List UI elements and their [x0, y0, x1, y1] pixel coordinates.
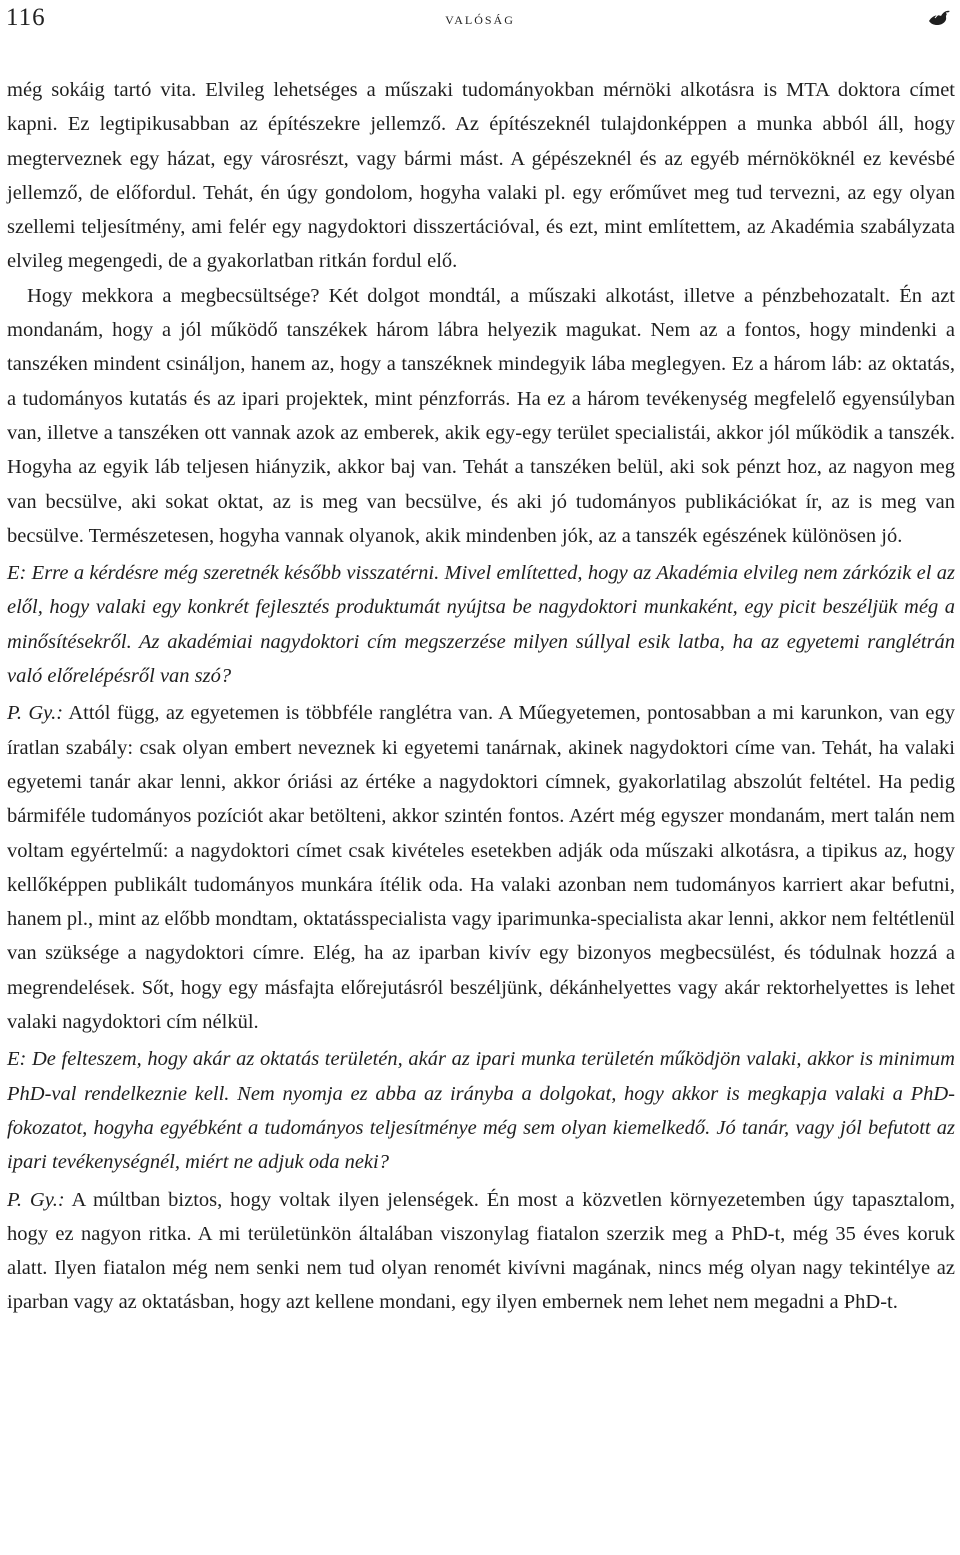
answer-text: Attól függ, az egyetemen is többféle ranglétra van. A Műegyetemen, pontosabban a mi karunkon, van egy íratlan szabály: csak olyan embert neveznek ki egyetemi tanárnak, akinek nagydoktori címe van. Tehát, ha valaki egyetemi tanár akar lenni, akkor óriási az értéke a nagydoktori címnek, gyakorlatilag abszolút feltétel. Ha pedig bármiféle tudományos pozíciót akar betölteni, akkor szintén fontos. Azért még egyszer mondanám, mert talán nem voltam egyértelmű: a nagydoktori címet csak kivételes esetekben adják oda műszaki alkotásra, a tipikus az, hogy kellőképpen publikált tudományos munkára ítélik oda. Ha valaki azonban nem tudományos karriert akar befutni, hanem pl., mint az előbb mondtam, oktatásspecialista vagy iparimunka-specialista akar lenni, akkor nem feltétlenül van szüksége a nagydoktori címre. Elég, ha az iparban kivív egy bizonyos megbecsülést, és tódulnak hozzá a megrendelések. Sőt, hogy egy másfajta előrejutásról beszéljünk, dékánhelyettes vagy akár rektorhelyettes is lehet valaki nagydoktori cím nélkül.	[7, 702, 955, 1034]
paragraph-question: E: Erre a kérdésre még szeretnék később visszatérni. Mivel említetted, hogy az Akadémia elvileg nem zárkózik el az elől, hogy valaki egy konkrét fejlesztés produktumát nyújtsa be nagydoktori munkaként, egy picit beszéljük még a minősítésekről. Az akadémiai nagydoktori cím megszerzése milyen súllyal esik latba, ha az egyetemi ranglétrán való előrelépésről van szó?	[7, 562, 955, 688]
page-number: 116	[6, 4, 46, 31]
speaker-label: P. Gy.:	[7, 702, 64, 725]
running-header	[0, 0, 960, 40]
bird-ornament-icon	[926, 4, 952, 30]
paragraph-answer	[7, 696, 955, 1039]
paragraph-answer-continued: még sokáig tartó vita. Elvileg lehetséges a műszaki tudományokban mérnöki alkotásra is MTA doktora címet kapni. Ez legtipikusabban az építészekre jellemző. Az építészeknél tulajdonképpen a munka abból áll, hogy megterveznek egy házat, egy városrészt, vagy bármi mást. A gépészeknél és az egyéb mérnököknél ez kevésbé jellemző, de előfordul. Tehát, én úgy gondolom, hogyha valaki pl. egy erőművet meg tud tervezni, az egy olyan szellemi teljesítmény, ami felér egy nagydoktori disszertációval, és ezt, mint említettem, az Akadémia szabályzata elvileg megengedi, de a gyakorlatban ritkán fordul elő.	[7, 79, 955, 273]
answer-text: A múltban biztos, hogy voltak ilyen jelenségek. Én most a közvetlen környezetemben úgy tapasztalom, hogy ez nagyon ritka. A mi területünkön általában viszonylag fiatalon szerzik meg a PhD-t, még 35 éves koruk alatt. Ilyen fiatalon még nem senki nem tud olyan renomét kivívni magának, nincs még olyan nagy tekintélye az iparban vagy az oktatásban, hogy azt kellene mondani, egy ilyen embernek nem lehet nem megadni a PhD-t.	[7, 1188, 955, 1314]
article-body	[7, 73, 955, 1320]
running-title: valóság	[445, 9, 515, 28]
paragraph-question: E: De felteszem, hogy akár az oktatás területén, akár az ipari munka területén működjön valaki, akkor is minimum PhD-val rendelkeznie kell. Nem nyomja ez abba az irányba a dolgokat, hogy akkor is megkapja valaki a PhD-fokozatot, hogyha egyébként a tudományos teljesítménye még sem olyan kiemelkedő. Jó tanár, vagy jól befutott az ipari tevékenységnél, miért ne adjuk oda neki?	[7, 1048, 955, 1174]
paragraph-answer	[7, 1183, 955, 1320]
paragraph-answer: Hogy mekkora a megbecsültsége? Két dolgot mondtál, a műszaki alkotást, illetve a pénzbehozatalt. Én azt mondanám, hogy a jól működő tanszékek három lábra helyezik magukat. Nem az a fontos, hogy mindenki a tanszéken mindent csináljon, hanem az, hogy a tanszéknek mindegyik lába meglegyen. Ez a három láb: az oktatás, a tudományos kutatás és az ipari projektek, mint pénzforrás. Ha ez a három tevékenység megfelelő egyensúlyban van, illetve a tanszéken ott vannak azok az emberek, akik egy-egy terület specialistái, akkor jól működik a tanszék. Hogyha az egyik láb teljesen hiányzik, akkor baj van. Tehát a tanszéken belül, aki sok pénzt hoz, az nagyon meg van becsülve, aki sokat oktat, az is meg van becsülve, és aki jó tudományos publikációkat ír, az is meg van becsülve. Természetesen, hogyha vannak olyanok, akik mindenben jók, az a tanszék egészének különösen jó.	[7, 284, 955, 547]
speaker-label: P. Gy.:	[7, 1188, 65, 1211]
